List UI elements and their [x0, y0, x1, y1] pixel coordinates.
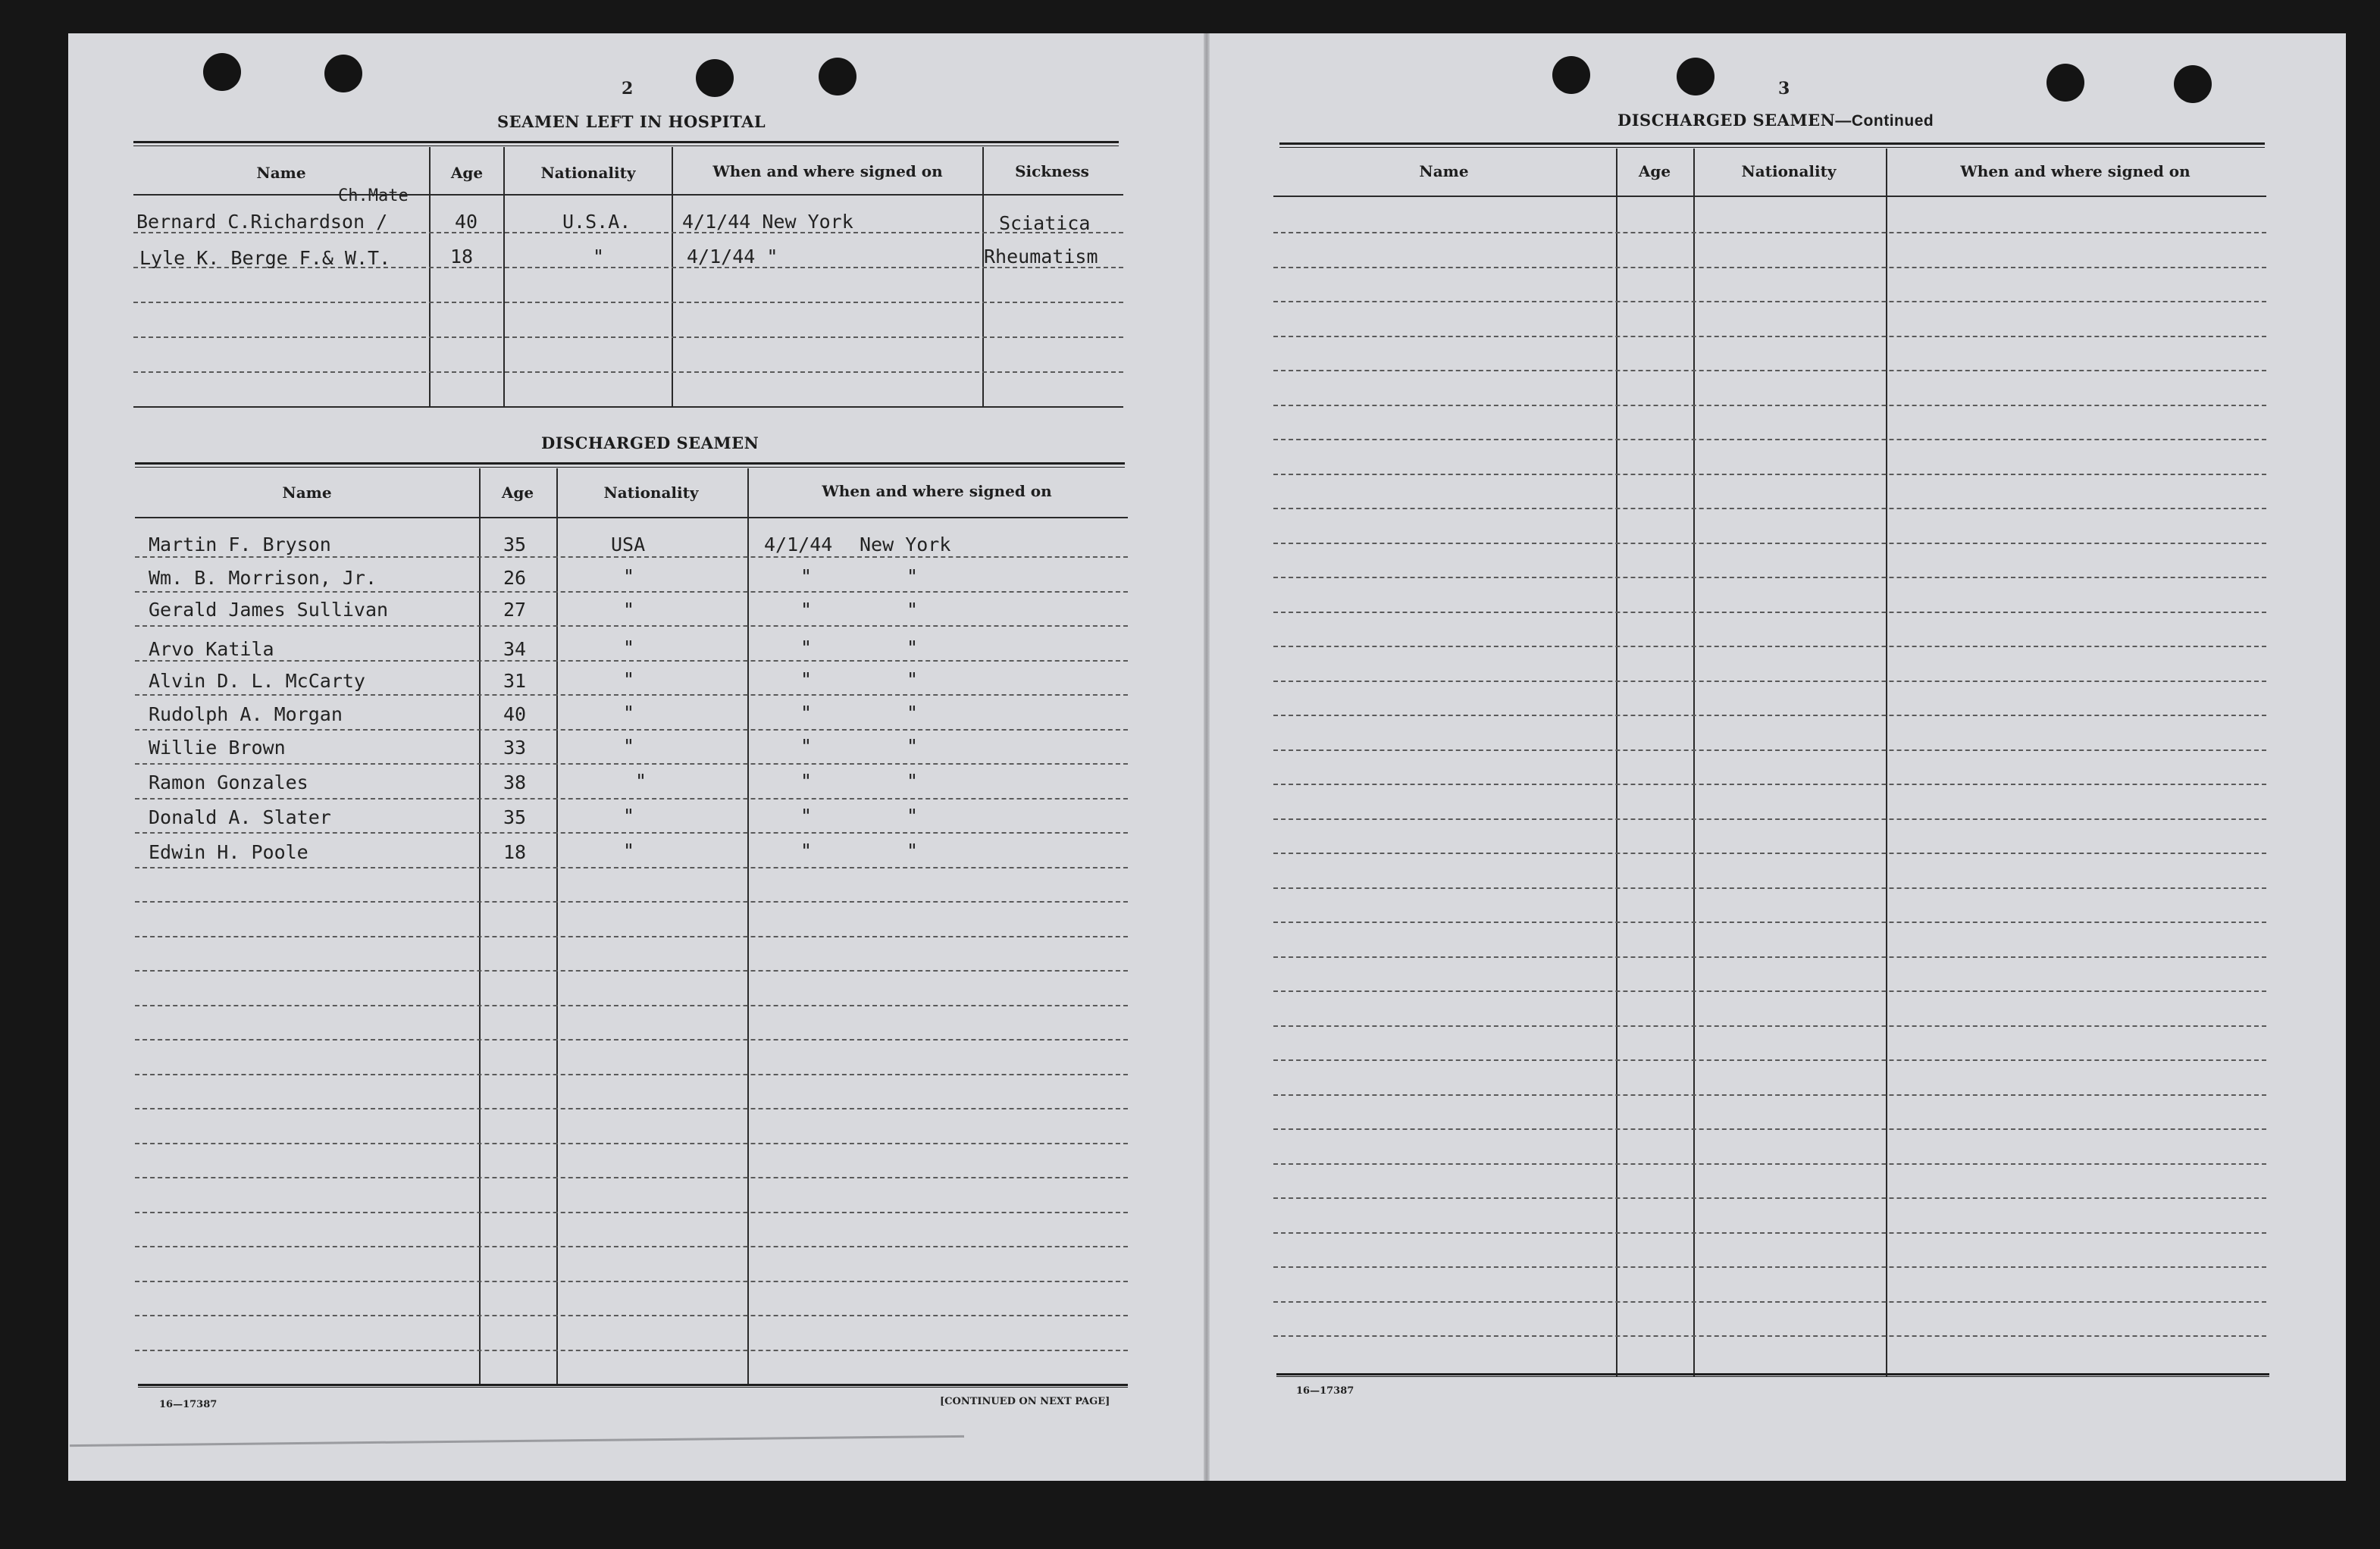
discharged-row-signed-place: "	[907, 702, 919, 724]
discharged-col-name: Name	[282, 483, 332, 502]
ruled-line	[135, 798, 1128, 800]
ruled-line	[135, 729, 1128, 731]
discharged-row-name: Gerald James Sullivan	[149, 599, 389, 621]
punch-hole	[2046, 64, 2084, 102]
ruled-line	[1273, 405, 2266, 406]
punch-hole	[1552, 56, 1590, 94]
right-bottom-rule	[1276, 1373, 2269, 1377]
ruled-line	[1273, 1128, 2266, 1130]
ruled-line	[135, 1315, 1128, 1316]
ruled-line	[135, 867, 1128, 868]
hospital-row-rule	[133, 371, 1123, 373]
right-col-name: Name	[1419, 162, 1469, 180]
right-page	[1209, 33, 2346, 1481]
hospital-bottom-rule	[133, 406, 1123, 408]
ruled-line	[135, 1177, 1128, 1178]
hospital-row-sickness: Sciatica	[999, 212, 1091, 234]
ruled-line	[1273, 1301, 2266, 1303]
ruled-line	[1273, 370, 2266, 371]
ruled-line	[1273, 1232, 2266, 1234]
ruled-line	[1273, 612, 2266, 613]
hospital-row-name: Bernard C.Richardson /	[136, 211, 388, 233]
form-number-right: 16—17387	[1296, 1385, 1354, 1397]
ruled-line	[1273, 543, 2266, 544]
discharged-row-age: 38	[503, 771, 527, 793]
discharged-continued-title-main: DISCHARGED SEAMEN	[1617, 111, 1836, 130]
discharged-row-signed-date: "	[800, 702, 813, 724]
discharged-row-signed-place: New York	[860, 534, 951, 555]
ruled-line	[1273, 818, 2266, 820]
ruled-line	[1273, 1025, 2266, 1027]
ruled-line	[1273, 715, 2266, 716]
hospital-row-sickness: Rheumatism	[984, 246, 1098, 268]
ruled-line	[135, 556, 1128, 558]
ruled-line	[135, 970, 1128, 972]
discharged-row-signed-place: "	[907, 840, 919, 862]
discharged-row-signed-place: "	[907, 735, 919, 757]
hospital-header-rule	[133, 194, 1123, 196]
hospital-vline	[503, 147, 505, 408]
ruled-line	[1273, 646, 2266, 647]
hospital-section-title: SEAMEN LEFT IN HOSPITAL	[497, 112, 766, 131]
right-header-rule	[1273, 196, 2266, 197]
discharged-vline	[556, 468, 558, 1385]
ruled-line	[135, 1212, 1128, 1213]
ruled-line	[1273, 681, 2266, 682]
hospital-row-rule	[133, 336, 1123, 338]
discharged-row-signed-date: "	[800, 599, 813, 621]
right-vline	[1616, 149, 1617, 1376]
continued-note: [CONTINUED ON NEXT PAGE]	[940, 1396, 1110, 1407]
ruled-line	[135, 1039, 1128, 1040]
discharged-row-nationality: "	[623, 668, 635, 690]
ruled-line	[1273, 749, 2266, 751]
ruled-line	[1273, 1335, 2266, 1337]
ruled-line	[1273, 784, 2266, 785]
ruled-line	[135, 1108, 1128, 1109]
hospital-col-nationality: Nationality	[540, 164, 636, 182]
ruled-line	[1273, 474, 2266, 475]
punch-hole	[1677, 58, 1715, 95]
discharged-row-name: Martin F. Bryson	[149, 534, 331, 555]
page-fold	[1204, 33, 1210, 1481]
right-col-nationality: Nationality	[1741, 162, 1837, 180]
ruled-line	[1273, 577, 2266, 578]
punch-hole	[819, 58, 856, 95]
discharged-row-name: Edwin H. Poole	[149, 841, 308, 863]
ruled-line	[1273, 922, 2266, 923]
discharged-row-signed-date: "	[800, 565, 813, 587]
ruled-line	[1273, 853, 2266, 854]
ruled-line	[135, 936, 1128, 937]
hospital-row-rating: Ch.Mate	[338, 186, 409, 205]
hospital-col-name: Name	[256, 164, 306, 182]
ruled-line	[1273, 508, 2266, 509]
ruled-line	[1273, 1197, 2266, 1199]
discharged-row-age: 31	[503, 670, 527, 692]
ruled-line	[1273, 1163, 2266, 1165]
form-number-left: 16—17387	[159, 1399, 218, 1410]
discharged-row-age: 40	[503, 703, 527, 725]
discharged-row-signed-date: "	[800, 637, 813, 659]
discharged-row-nationality: "	[623, 637, 635, 659]
discharged-row-nationality: "	[623, 805, 635, 827]
discharged-row-age: 27	[503, 599, 527, 621]
discharged-row-nationality: "	[623, 702, 635, 724]
discharged-row-signed-place: "	[907, 599, 919, 621]
discharged-row-nationality: "	[623, 840, 635, 862]
discharged-row-signed-date: "	[800, 805, 813, 827]
ruled-line	[135, 694, 1128, 696]
hospital-row-signed-on: 4/1/44 "	[687, 246, 778, 268]
punch-hole	[696, 59, 734, 97]
discharged-row-signed-place: "	[907, 637, 919, 659]
ruled-line	[135, 1005, 1128, 1006]
discharged-row-nationality: "	[623, 599, 635, 621]
ruled-line	[1273, 1059, 2266, 1061]
ruled-line	[1273, 990, 2266, 992]
discharged-continued-title	[1617, 111, 1934, 130]
hospital-row-age: 18	[450, 246, 474, 268]
discharged-row-name: Alvin D. L. McCarty	[149, 670, 365, 692]
hospital-col-sickness: Sickness	[1015, 162, 1089, 180]
ruled-line	[1273, 956, 2266, 958]
ruled-line	[1273, 232, 2266, 233]
discharged-row-name: Willie Brown	[149, 737, 286, 759]
page-number-left: 2	[622, 79, 634, 99]
ruled-line	[135, 1246, 1128, 1247]
discharged-row-name: Wm. B. Morrison, Jr.	[149, 567, 377, 589]
punch-hole	[324, 55, 362, 92]
discharged-vline	[747, 468, 749, 1385]
discharged-section-title: DISCHARGED SEAMEN	[541, 433, 759, 452]
ruled-line	[135, 1350, 1128, 1351]
discharged-row-age: 26	[503, 567, 527, 589]
discharged-vline	[479, 468, 481, 1385]
discharged-continued-title-suffix: —Continued	[1835, 112, 1934, 130]
discharged-row-age: 35	[503, 534, 527, 555]
discharged-row-signed-date: 4/1/44	[764, 534, 833, 555]
hospital-vline	[982, 147, 984, 408]
ruled-line	[1273, 1094, 2266, 1096]
punch-hole	[203, 53, 241, 91]
discharged-row-age: 34	[503, 638, 527, 660]
hospital-col-age: Age	[450, 164, 484, 182]
right-vline	[1693, 149, 1695, 1376]
punch-hole	[2174, 65, 2212, 103]
discharged-row-signed-date: "	[800, 668, 813, 690]
discharged-row-signed-place: "	[907, 565, 919, 587]
right-col-signed-on: When and where signed on	[1960, 162, 2191, 180]
discharged-row-signed-place: "	[907, 668, 919, 690]
discharged-row-name: Rudolph A. Morgan	[149, 703, 343, 725]
discharged-row-nationality: "	[623, 735, 635, 757]
ruled-line	[1273, 887, 2266, 889]
hospital-row-name: Lyle K. Berge F.& W.T.	[139, 247, 391, 269]
discharged-row-nationality: "	[623, 565, 635, 587]
hospital-vline	[672, 147, 673, 408]
discharged-row-signed-date: "	[800, 770, 813, 792]
discharged-bottom-rule	[138, 1384, 1128, 1388]
discharged-row-signed-place: "	[907, 805, 919, 827]
ruled-line	[135, 901, 1128, 903]
discharged-top-rule	[135, 462, 1125, 468]
ruled-line	[135, 832, 1128, 834]
discharged-col-signed-on: When and where signed on	[822, 482, 1052, 500]
hospital-row-nationality: U.S.A.	[562, 211, 631, 233]
ruled-line	[135, 591, 1128, 593]
ruled-line	[135, 625, 1128, 627]
right-col-age: Age	[1638, 162, 1671, 180]
discharged-row-age: 35	[503, 806, 527, 828]
hospital-row-signed-on: 4/1/44 New York	[682, 211, 853, 233]
ruled-line	[1273, 267, 2266, 268]
hospital-row-rule	[133, 302, 1123, 303]
discharged-row-nationality: USA	[611, 534, 646, 555]
ruled-line	[135, 1074, 1128, 1075]
discharged-row-name: Ramon Gonzales	[149, 771, 308, 793]
discharged-row-signed-date: "	[800, 840, 813, 862]
discharged-row-nationality: "	[635, 770, 647, 792]
ruled-line	[1273, 301, 2266, 302]
discharged-row-name: Donald A. Slater	[149, 806, 331, 828]
ruled-line	[1273, 439, 2266, 440]
discharged-header-rule	[135, 517, 1128, 518]
ruled-line	[135, 763, 1128, 765]
ruled-line	[1273, 1266, 2266, 1268]
hospital-col-signed-on: When and where signed on	[712, 162, 943, 180]
discharged-row-signed-place: "	[907, 770, 919, 792]
right-vline	[1886, 149, 1887, 1376]
page-number-right: 3	[1778, 79, 1790, 99]
discharged-col-age: Age	[501, 483, 534, 502]
hospital-row-age: 40	[455, 211, 478, 233]
ruled-line	[135, 1143, 1128, 1144]
discharged-row-signed-date: "	[800, 735, 813, 757]
discharged-row-age: 18	[503, 841, 527, 863]
ruled-line	[1273, 336, 2266, 337]
ruled-line	[135, 1281, 1128, 1282]
right-top-rule	[1279, 142, 2265, 148]
ruled-line	[135, 660, 1128, 662]
hospital-row-nationality: "	[593, 246, 605, 268]
discharged-col-nationality: Nationality	[603, 483, 699, 502]
discharged-row-name: Arvo Katila	[149, 638, 274, 660]
discharged-row-age: 33	[503, 737, 527, 759]
hospital-vline	[429, 147, 431, 408]
hospital-top-rule	[133, 141, 1119, 146]
